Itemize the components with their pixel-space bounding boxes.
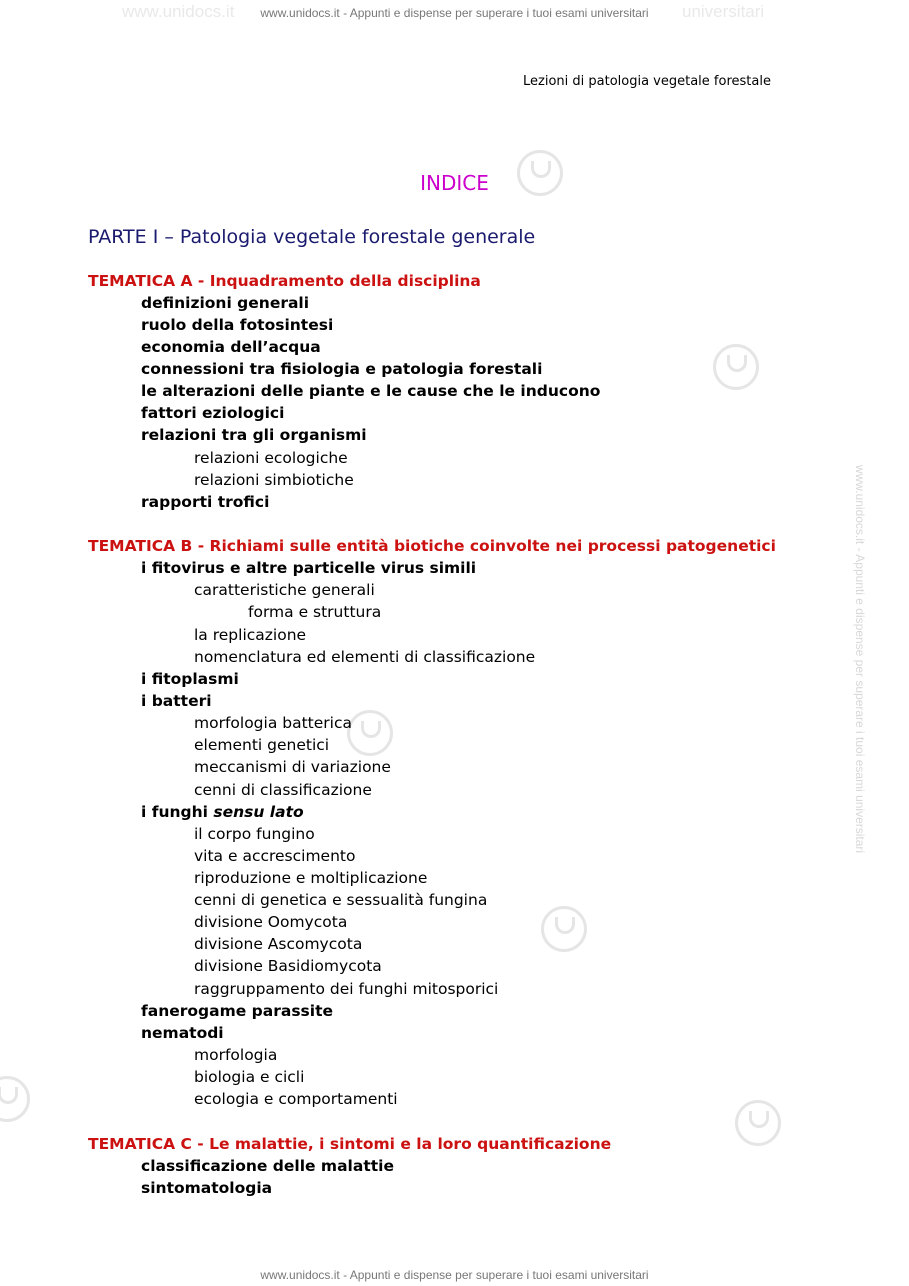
toc-subitem: biologia e cicli xyxy=(194,1068,305,1086)
toc-item: ruolo della fotosintesi xyxy=(141,316,334,334)
watermark-bottom: www.unidocs.it - Appunti e dispense per superare i tuoi esami universitari xyxy=(260,1268,649,1282)
toc-item: i batteri xyxy=(141,692,212,710)
toc-subitem: riproduzione e moltiplicazione xyxy=(194,869,428,887)
part-heading: PARTE I – Patologia vegetale forestale generale xyxy=(88,226,536,248)
watermark-top: www.unidocs.it - Appunti e dispense per superare i tuoi esami universitari xyxy=(260,6,649,20)
toc-item: sintomatologia xyxy=(141,1179,273,1197)
section-heading: TEMATICA A - Inquadramento della disciplina xyxy=(88,272,481,290)
toc-item: i fitovirus e altre particelle virus simili xyxy=(141,559,477,577)
toc-subitem: relazioni simbiotiche xyxy=(194,471,354,489)
section-heading: TEMATICA B - Richiami sulle entità biotiche coinvolte nei processi patogenetici xyxy=(88,537,776,555)
watermark-side-right: www.unidocs.it - Appunti e dispense per superare i tuoi esami universitari xyxy=(853,464,868,854)
watermark-logo-icon xyxy=(713,344,759,390)
toc-subitem: il corpo fungino xyxy=(194,825,315,843)
toc-subitem: meccanismi di variazione xyxy=(194,758,391,776)
toc-item: relazioni tra gli organismi xyxy=(141,426,367,444)
watermark-faint-left: www.unidocs.it xyxy=(122,2,235,21)
toc-item: i fitoplasmi xyxy=(141,670,239,688)
toc-item-emphasis: sensu lato xyxy=(213,803,304,821)
watermark-logo-icon xyxy=(347,710,393,756)
toc-item xyxy=(141,803,304,821)
toc-subitem: la replicazione xyxy=(194,626,307,644)
watermark-faint-right: universitari xyxy=(682,2,765,21)
toc-subitem: morfologia batterica xyxy=(194,714,352,732)
toc-subitem: ecologia e comportamenti xyxy=(194,1090,398,1108)
toc-item: definizioni generali xyxy=(141,294,310,312)
toc-item: classificazione delle malattie xyxy=(141,1157,394,1175)
watermark-logo-icon xyxy=(541,906,587,952)
toc-subitem: cenni di classificazione xyxy=(194,781,372,799)
toc-item: le alterazioni delle piante e le cause che le inducono xyxy=(141,382,601,400)
toc-item-label: i funghi xyxy=(141,803,208,821)
toc-subitem: relazioni ecologiche xyxy=(194,449,348,467)
toc-subitem: raggruppamento dei funghi mitosporici xyxy=(194,980,499,998)
toc-subsubitem: forma e struttura xyxy=(248,603,382,621)
page-title: INDICE xyxy=(420,171,489,195)
toc-subitem: divisione Oomycota xyxy=(194,913,348,931)
toc-subitem: divisione Ascomycota xyxy=(194,935,363,953)
toc-subitem: divisione Basidiomycota xyxy=(194,957,382,975)
toc-item: economia dell’acqua xyxy=(141,338,321,356)
page-header: Lezioni di patologia vegetale forestale xyxy=(523,74,771,89)
toc-item: rapporti trofici xyxy=(141,493,270,511)
toc-subitem: nomenclatura ed elementi di classificazione xyxy=(194,648,536,666)
toc-subitem: vita e accrescimento xyxy=(194,847,356,865)
toc-subitem: caratteristiche generali xyxy=(194,581,375,599)
watermark-logo-icon xyxy=(0,1076,30,1122)
toc-subitem: elementi genetici xyxy=(194,736,330,754)
section-heading: TEMATICA C - Le malattie, i sintomi e la loro quantificazione xyxy=(88,1135,612,1153)
toc-item: fattori eziologici xyxy=(141,404,285,422)
toc-item: nematodi xyxy=(141,1024,224,1042)
toc-subitem: cenni di genetica e sessualità fungina xyxy=(194,891,488,909)
toc-subitem: morfologia xyxy=(194,1046,278,1064)
toc-item: fanerogame parassite xyxy=(141,1002,334,1020)
toc-item: connessioni tra fisiologia e patologia forestali xyxy=(141,360,543,378)
watermark-logo-icon xyxy=(735,1100,781,1146)
